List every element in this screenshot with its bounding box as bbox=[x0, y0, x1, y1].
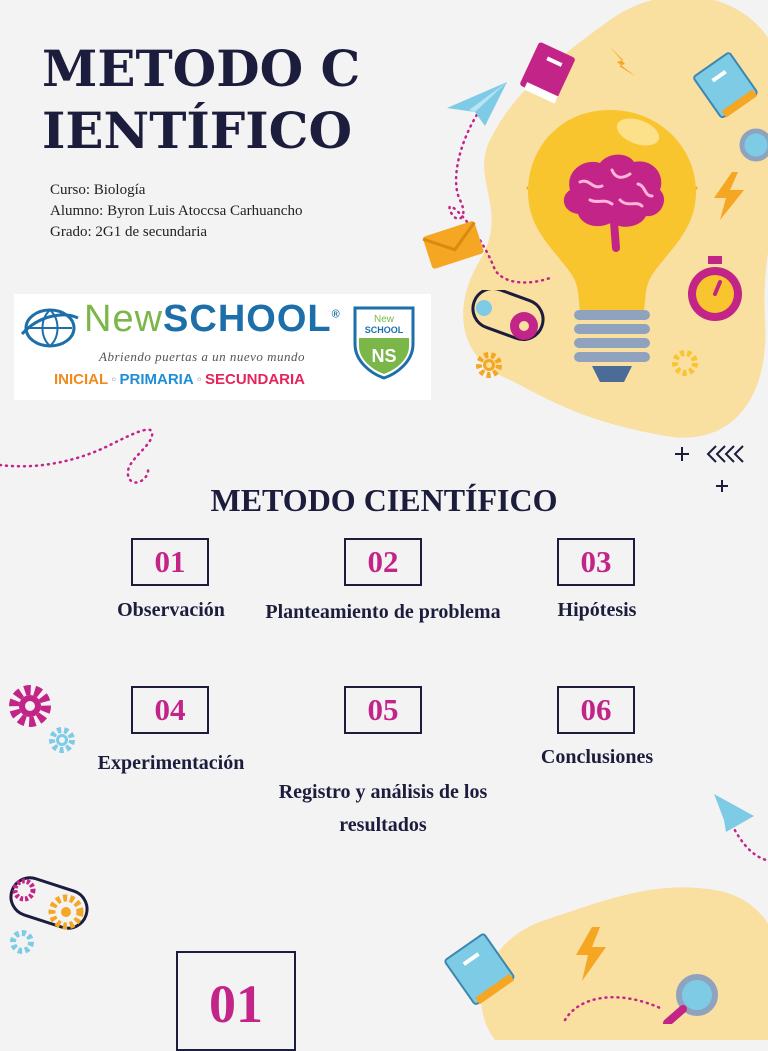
logo-levels: INICIAL ◦ PRIMARIA ◦ SECUNDARIA bbox=[54, 371, 306, 388]
registered-mark: ® bbox=[331, 308, 341, 321]
chevrons-left-icon bbox=[704, 442, 744, 466]
plus-icon bbox=[672, 444, 692, 464]
book-icon bbox=[440, 930, 520, 1010]
student-name-text: Alumno: Byron Luis Atoccsa Carhuancho bbox=[50, 203, 303, 219]
step-label: Conclusiones bbox=[540, 746, 654, 768]
book-icon bbox=[515, 40, 581, 106]
magnifier-icon bbox=[736, 125, 768, 173]
paper-plane-icon bbox=[708, 790, 756, 838]
dotted-curve-bottom bbox=[560, 990, 670, 1024]
level-secundaria: SECUNDARIA bbox=[205, 371, 306, 388]
gear-icon bbox=[670, 348, 700, 378]
gear-icon bbox=[474, 350, 504, 380]
lightning-icon bbox=[706, 170, 750, 222]
page-title: METODO CIENTÍFICO bbox=[42, 39, 361, 160]
logo-tagline: Abriendo puertas a un nuevo mundo bbox=[99, 349, 306, 364]
step-number-box: 01 bbox=[131, 538, 209, 586]
step-label: Hipótesis bbox=[557, 599, 637, 621]
step-label: Planteamiento de problema bbox=[265, 601, 501, 623]
level-inicial: INICIAL bbox=[54, 371, 109, 388]
badge-mid-text: SCHOOL bbox=[364, 325, 404, 335]
magnifier-icon bbox=[655, 965, 725, 1024]
section-title: METODO CIENTÍFICO bbox=[210, 482, 558, 518]
book-icon bbox=[690, 50, 762, 122]
logo-word-new: New bbox=[84, 298, 164, 340]
envelope-icon bbox=[420, 218, 486, 270]
step-label: Observación bbox=[117, 599, 225, 621]
gear-icon bbox=[6, 682, 56, 732]
badge-top-text: New bbox=[373, 314, 395, 325]
badge-letters: NS bbox=[371, 346, 397, 366]
gear-chain-icon bbox=[468, 290, 548, 350]
step-number-box: 03 bbox=[557, 538, 635, 586]
school-logo bbox=[14, 294, 431, 400]
dotted-curve-left bbox=[0, 420, 160, 490]
step-number-box: 04 bbox=[131, 686, 209, 734]
paper-plane-icon bbox=[445, 80, 510, 130]
step-number-box: 06 bbox=[557, 686, 635, 734]
lightning-icon bbox=[570, 925, 610, 983]
logo-wordmark bbox=[84, 298, 341, 341]
level-primaria: PRIMARIA bbox=[119, 371, 194, 388]
next-step-number-box: 01 bbox=[176, 951, 296, 1051]
step-number-box: 05 bbox=[344, 686, 422, 734]
step-label: Registro y análisis de los resultados bbox=[278, 781, 488, 836]
grade-text: Grado: 2G1 de secundaria bbox=[50, 224, 208, 240]
logo-word-school: SCHOOL bbox=[163, 298, 332, 340]
gear-icon bbox=[8, 928, 38, 958]
stopwatch-icon bbox=[682, 254, 748, 326]
lightning-icon bbox=[603, 42, 639, 78]
globe-icon bbox=[20, 304, 80, 348]
student-info bbox=[50, 180, 302, 243]
course-text: Curso: Biología bbox=[50, 182, 146, 198]
shield-icon bbox=[351, 304, 417, 380]
step-number-box: 02 bbox=[344, 538, 422, 586]
step-label: Experimentación bbox=[97, 752, 245, 774]
